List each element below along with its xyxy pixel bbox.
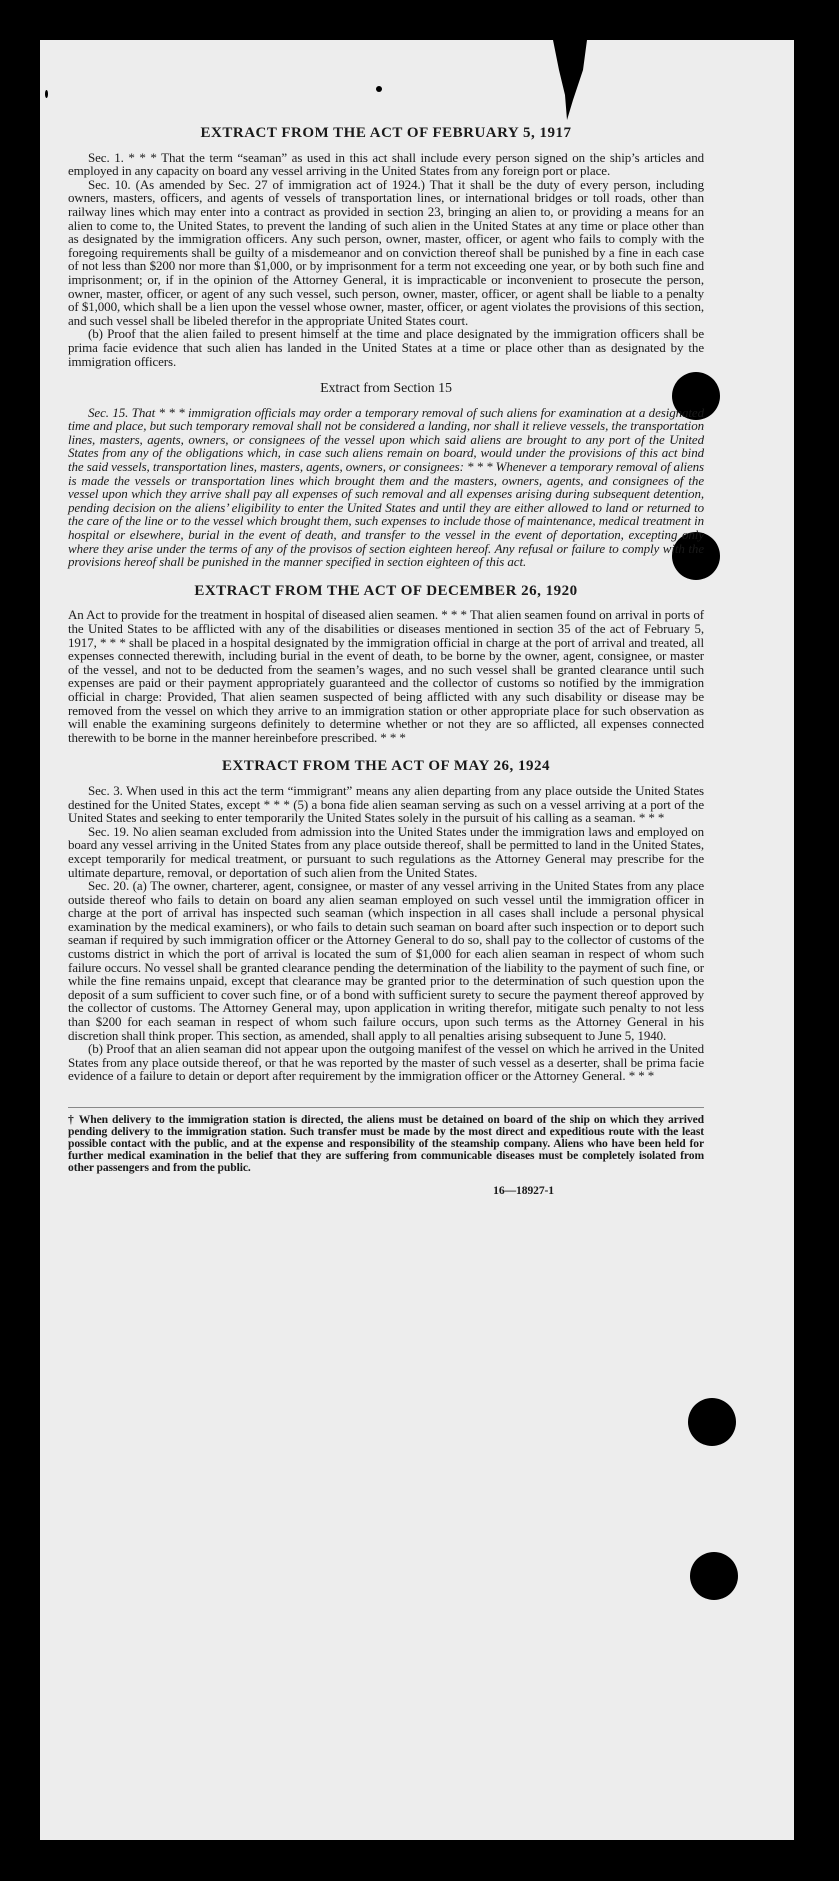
paragraph: (b) Proof that the alien failed to present himself at the time and place designated by the immigration officers shall be prima facie evidence that such alien has landed in the United States at a time or place other than as designated by the immigration officers. [68, 326, 704, 369]
footnote: † When delivery to the immigration station is directed, the aliens must be detained on board of the ship on which they arrived pending delivery to the immigration station. Such transfer must be made by the most direct and expeditious route with the least possible contact with the public, and at the expense and responsibility of the steamship company. Aliens who have been held for further medical examination in the belief that they are suffering from communicable diseases must be completely isolated from other passengers and from the public. [68, 1107, 704, 1174]
paragraph: Sec. 1. * * * That the term “seaman” as used in this act shall include every person signed on the ship’s articles and employed in any capacity on board any vessel arriving in the United States from any foreign port or place. [68, 149, 704, 179]
torn-edge [553, 40, 593, 120]
paragraph: Sec. 19. No alien seaman excluded from admission into the United States under the immigration laws and employed on board any vessel arriving in the United States from any place outside thereof, shall be permitted to land in the United States, except temporarily for medical treatment, or pursuant to such regulations as the Attorney General may prescribe for the ultimate departure, removal, or deportation of such alien from the United States. [68, 823, 704, 880]
paragraph: Sec. 10. (As amended by Sec. 27 of immigration act of 1924.) That it shall be the duty of every person, including owners, masters, officers, and agents of vessels of transportation lines, or international bridges or toll roads, other than railway lines which may enter into a contract as provided in section 23, bringing an alien to, or providing a means for an alien to come to, the United States, to prevent the landing of such alien in the United States at any time or place other than as designated by the immigration officers. Any such person, owner, master, officer, or agent who fails to comply with the foregoing requirements shall be guilty of a misdemeanor and on conviction thereof shall be punished by a fine in each case of not less than $200 nor more than $1,000, or by imprisonment for a term not exceeding one year, or by both such fine and imprisonment; or, if in the opinion of the Attorney General, it is impracticable or inconvenient to prosecute the person, owner, master, officer, or agent of any such vessel, such person, owner, master, officer, or agent shall be liable to a penalty of $1,000, which shall be a lien upon the vessel whose owner, master, officer, or agent violates the provisions of this section, and such vessel shall be libeled therefor in the appropriate United States court. [68, 176, 704, 328]
paragraph: Sec. 15. That * * * immigration officials may order a temporary removal of such aliens for examination at a designated time and place, but such temporary removal shall not be considered a landing, nor shall it relieve vessels, the transportation lines, masters, agents, owners, or consignees of the vessel upon which said aliens are brought to any port of the United States from any of the obligations which, in case such aliens remain on board, would under the provisions of this act bind the said vessels, transportation lines, masters, agents, owners, or consignees: * * * Whenever a temporary removal of aliens is made the vessels or transportation lines which brought them and the masters, owners, agents, and consignees of the vessel upon which they arrive shall pay all expenses of such removal and all expenses arising during subsequent detention, pending decision on the aliens’ eligibility to enter the United States and until they are either allowed to land or returned to the care of the line or to the vessel which brought them, such expenses to include those of maintenance, medical treatment in hospital or elsewhere, burial in the event of death, and transfer to the vessel in the event of deportation, excepting only where they arise under the terms of any of the provisos of section eighteen hereof. Any refusal or failure to comply with the provisions hereof shall be punished in the manner specified in section eighteen of this act. [68, 404, 704, 570]
ink-speck [376, 86, 382, 92]
punch-hole [690, 1552, 738, 1600]
paragraph: (b) Proof that an alien seaman did not appear upon the outgoing manifest of the vessel on which he arrived in the United States from any place outside thereof, or that he was reported by the master of such vessel as a deserter, shall be prima facie evidence of a failure to detain or deport after requirement by the immigration officer or the Attorney General. * * * [68, 1041, 704, 1084]
punch-hole [688, 1398, 736, 1446]
paragraph: An Act to provide for the treatment in hospital of diseased alien seamen. * * * That alien seamen found on arrival in ports of the United States to be afflicted with any of the disabilities or diseases mentioned in section 35 of the act of February 5, 1917, * * * shall be placed in a hospital designated by the immigration official in charge at the port of arrival and treated, all expenses connected therewith, including burial in the event of death, to be borne by the owner, agent, consignee, or master of the vessel, and not to be deducted from the seamen’s wages, and no such vessel shall be granted clearance until such expenses are paid or their payment appropriately guaranteed and the collector of customs so notified by the immigration official in charge: Provided, That alien seamen suspected of being afflicted with any such disability or disease may be removed from the vessel on which they arrive to an immigration station or other appropriate place for such observation as will enable the examining surgeons definitely to determine whether or not they are so afflicted, all expenses connected therewith to be borne in the manner hereinbefore prescribed. * * * [68, 607, 704, 745]
ink-speck [45, 90, 48, 98]
section-heading: EXTRACT FROM THE ACT OF DECEMBER 26, 1920 [194, 582, 578, 599]
document-text [68, 127, 704, 1198]
paragraph: Sec. 3. When used in this act the term “immigrant” means any alien departing from any place outside the United States destined for the United States, except * * * (5) a bona fide alien seaman serving as such on a vessel arriving at a port of the United States and seeking to enter temporarily the United States solely in the pursuit of his calling as a seaman. * * * [68, 782, 704, 826]
form-number: 16—18927-1 [493, 1184, 554, 1197]
paragraph: Sec. 20. (a) The owner, charterer, agent, consignee, or master of any vessel arriving in the United States from any place outside thereof who fails to detain on board any alien seaman employed on such vessel until the immigration officer in charge at the port of arrival has inspected such seaman (which inspection in all cases shall include a personal physical examination by the medical examiners), or who fails to detain such seaman on board after such inspection or to deport such seaman if required by such immigration officer or the Attorney General to do so, shall pay to the collector of customs of the customs district in which the port of arrival is located the sum of $1,000 for each alien seaman in respect of whom such failure occurs. No vessel shall be granted clearance pending the determination of the liability to the payment of such fine, or while the fine remains unpaid, except that clearance may be granted prior to the determination of such question upon the deposit of a sum sufficient to cover such fine, or of a bond with sufficient surety to secure the payment thereof approved by the collector of customs. The Attorney General may, upon application in writing therefor, mitigate such penalty to not less than $200 for each seaman in respect of whom such failure occurs, upon such terms as the Attorney General in his discretion shall think proper. This section, as amended, shall apply to all penalties arising subsequent to June 5, 1940. [68, 878, 704, 1043]
section-heading: EXTRACT FROM THE ACT OF FEBRUARY 5, 1917 [200, 125, 572, 141]
section-heading: EXTRACT FROM THE ACT OF MAY 26, 1924 [221, 758, 551, 775]
section-subheading: Extract from Section 15 [320, 381, 452, 397]
